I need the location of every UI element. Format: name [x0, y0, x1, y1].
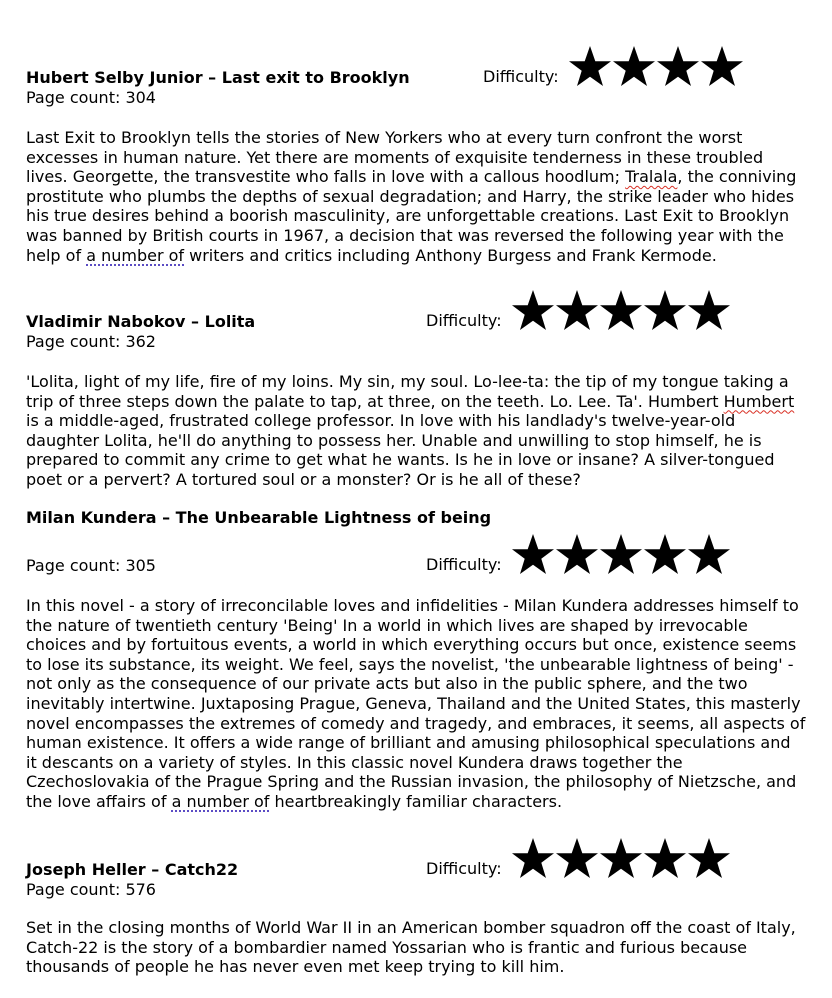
difficulty-stars: [511, 289, 731, 331]
star-icon: [612, 45, 656, 87]
star-icon: [643, 533, 687, 575]
grammar-suggestion[interactable]: a number of: [86, 245, 185, 265]
spellcheck-word[interactable]: Humbert: [723, 391, 795, 411]
difficulty-rating: [426, 531, 731, 575]
star-icon: [511, 837, 555, 879]
difficulty-label: Difficulty:: [426, 859, 502, 878]
star-icon: [599, 837, 643, 879]
difficulty-stars: [511, 533, 731, 575]
page-count: Page count: 362: [26, 332, 156, 351]
star-icon: [687, 533, 731, 575]
page-count: Page count: 576: [26, 880, 156, 899]
page-count: Page count: 304: [26, 88, 156, 107]
star-icon: [568, 45, 612, 87]
book-title: Milan Kundera – The Unbearable Lightness of being: [26, 508, 492, 527]
difficulty-label: Difficulty:: [426, 555, 502, 574]
book-description: [26, 128, 806, 265]
star-icon: [700, 45, 744, 87]
book-title: Hubert Selby Junior – Last exit to Brooklyn: [26, 68, 410, 87]
description-text: In this novel - a story of irreconcilable loves and infidelities - Milan Kundera addresses himself to the nature of twentieth century 'Being' In a world in which lives are shaped by irrevocable choices and by fortuitous events, a world in which everything occurs but once, existence seems to lose its substance, its weight. We feel, says the novelist, 'the unbearable lightness of being' - not only as the consequence of our private acts but also in the public sphere, and the two inevitably intertwine. Juxtaposing Prague, Geneva, Thailand and the United States, this masterly novel encompasses the extremes of comedy and tragedy, and embraces, it seems, all aspects of human existence. It offers a wide range of brilliant and amusing philosophical speculations and it descants on a variety of styles. In this classic novel Kundera draws together the Czechoslovakia of the Prague Spring and the Russian invasion, the philosophy of Nietzsche, and the love affairs of: [26, 596, 806, 811]
description-text: writers and critics including Anthony Burgess and Frank Kermode.: [184, 245, 717, 265]
description-text: is a middle-aged, frustrated college professor. In love with his landlady's twelve-year-old daughter Lolita, he'll do anything to possess her. Unable and unwilling to stop himself, he is prepared to commit any crime to get what he wants. Is he in love or insane? A silver-tongued poet or a pervert? A tortured soul or a monster? Or is he all of these?: [26, 411, 775, 489]
book-title: Joseph Heller – Catch22: [26, 860, 239, 879]
star-icon: [643, 837, 687, 879]
difficulty-rating: [426, 835, 731, 879]
page-count: Page count: 305: [26, 556, 156, 575]
grammar-suggestion[interactable]: a number of: [171, 791, 270, 811]
star-icon: [599, 533, 643, 575]
book-description: [26, 596, 806, 812]
star-icon: [555, 837, 599, 879]
book-description: [26, 372, 806, 490]
star-icon: [511, 289, 555, 331]
difficulty-stars: [568, 45, 744, 87]
difficulty-stars: [511, 837, 731, 879]
book-title: Vladimir Nabokov – Lolita: [26, 312, 256, 331]
difficulty-label: Difficulty:: [426, 311, 502, 330]
star-icon: [511, 533, 555, 575]
star-icon: [643, 289, 687, 331]
description-text: Set in the closing months of World War II in an American bomber squadron off the coast of Italy, Catch-22 is the story of a bombardier named Yossarian who is frantic and furious because thousands of people he has never even met keep trying to kill him.: [26, 918, 796, 977]
star-icon: [656, 45, 700, 87]
star-icon: [555, 533, 599, 575]
description-text: , the conniving prostitute who plumbs the depths of sexual degradation; and Harry, the strike leader who hides his true desires behind a boorish masculinity, are unforgettable creations. Last Exit to Brooklyn was banned by British courts in 1967, a decision that was reversed the following year with the help of: [26, 167, 797, 265]
star-icon: [599, 289, 643, 331]
description-text: 'Lolita, light of my life, fire of my loins. My sin, my soul. Lo-lee-ta: the tip of my tongue taking a trip of three steps down the palate to tap, at three, on the teeth. Lo. Lee. Ta'. Humbert: [26, 372, 789, 411]
star-icon: [687, 289, 731, 331]
difficulty-rating: [426, 287, 731, 331]
book-description: [26, 918, 806, 977]
description-text: heartbreakingly familiar characters.: [269, 791, 563, 811]
star-icon: [687, 837, 731, 879]
difficulty-label: Difficulty:: [483, 67, 559, 86]
spellcheck-word[interactable]: Tralala: [625, 167, 678, 187]
star-icon: [555, 289, 599, 331]
description-text: Last Exit to Brooklyn tells the stories of New Yorkers who at every turn confront the worst excesses in human nature. Yet there are moments of exquisite tenderness in these troubled lives. Georgette, the transvestite who falls in love with a callous hoodlum;: [26, 128, 764, 187]
difficulty-rating: [483, 43, 744, 87]
